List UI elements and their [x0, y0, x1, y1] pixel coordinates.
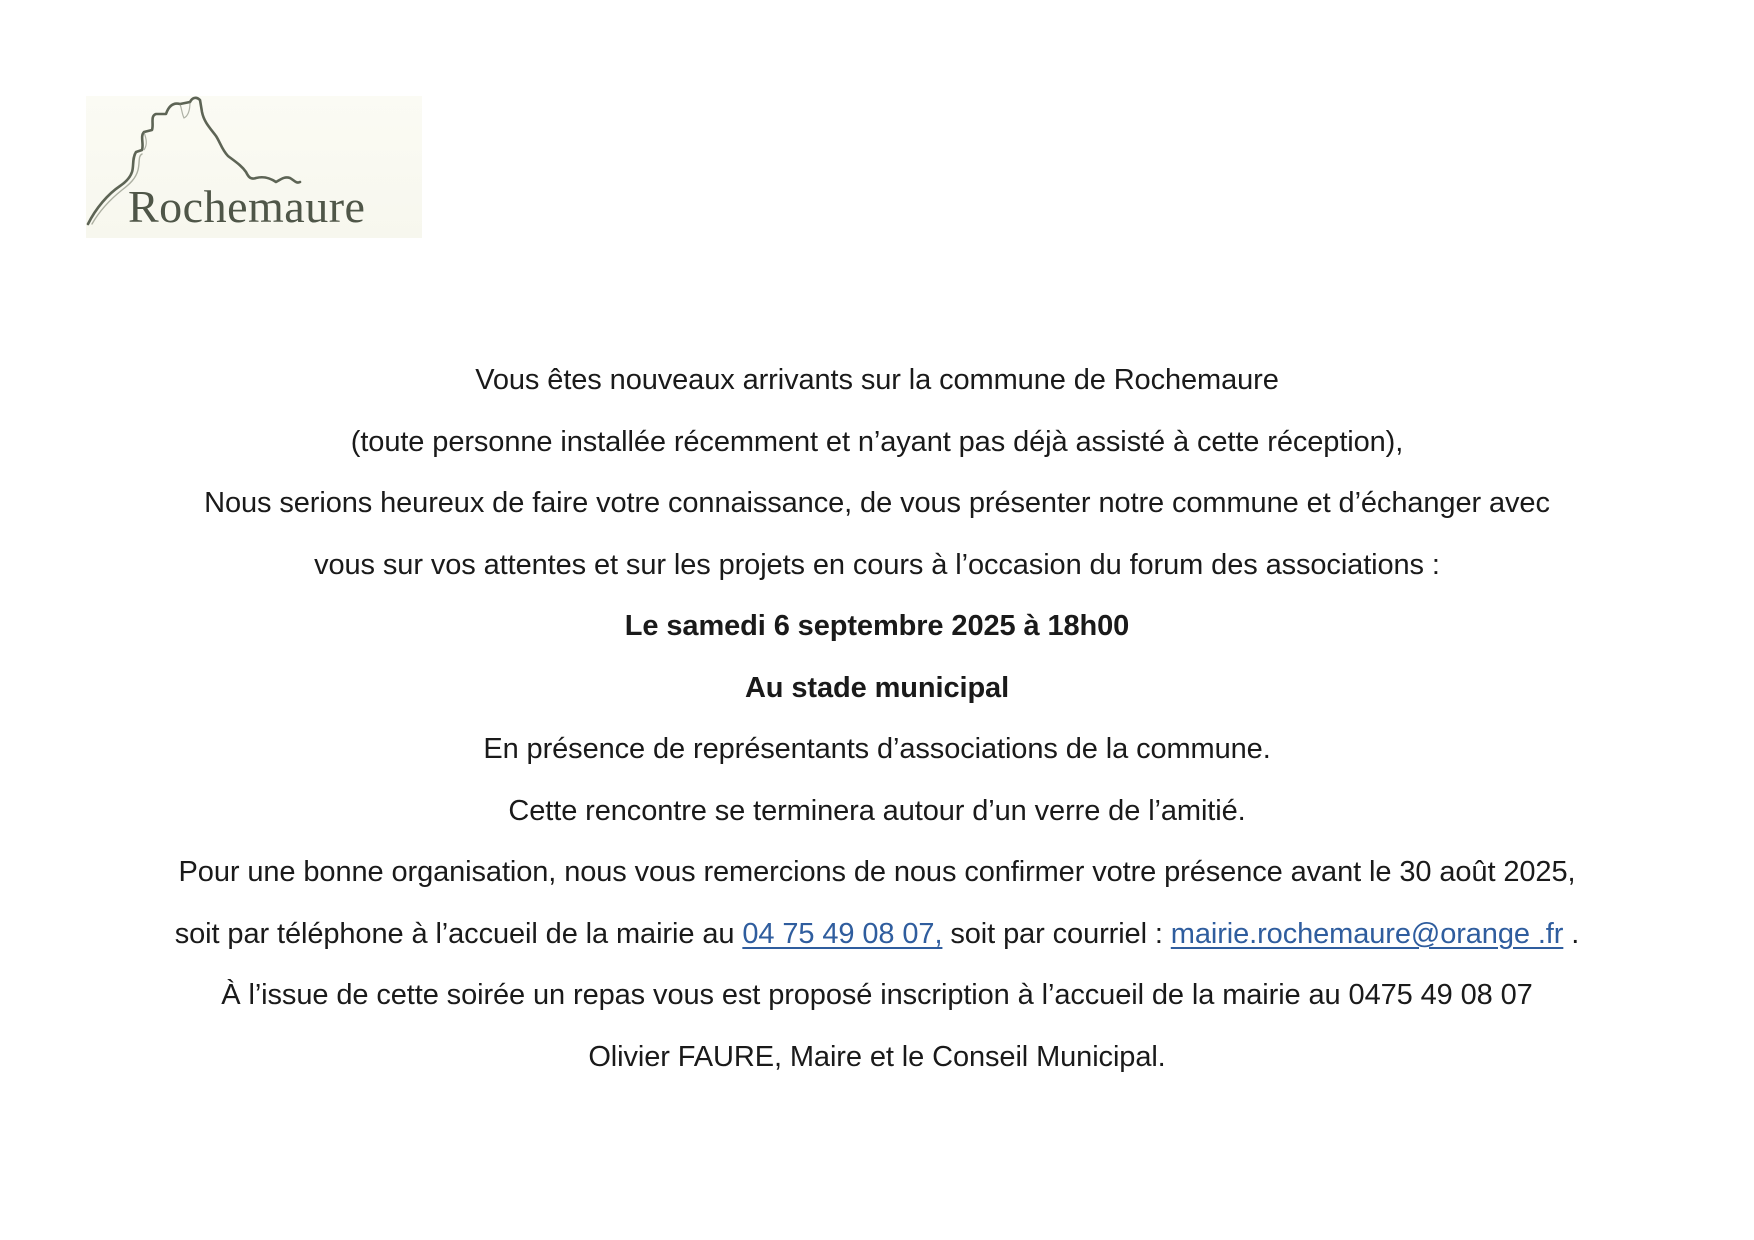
contact-prefix: soit par téléphone à l’accueil de la mairie au	[174, 917, 743, 950]
phone-link[interactable]: 04 75 49 08 07,	[742, 917, 943, 950]
contact-middle: soit par courriel :	[942, 917, 1171, 950]
signature: Olivier FAURE, Maire et le Conseil Municipal.	[588, 1040, 1166, 1073]
event-date: Le samedi 6 septembre 2025 à 18h00	[624, 610, 1130, 642]
associations-line: En présence de représentants d’associations de la commune.	[483, 733, 1271, 765]
dinner-line: À l’issue de cette soirée un repas vous est proposé inscription à l’accueil de la mairie au 0475 49 08 07	[221, 979, 1533, 1011]
invitation-letter	[0, 350, 1754, 1088]
purpose-line-2: vous sur vos attentes et sur les projets en cours à l’occasion du forum des associations :	[314, 548, 1440, 581]
logo-wordmark: Rochemaure	[128, 181, 366, 232]
eligibility-line: (toute personne installée récemment et n’ayant pas déjà assisté à cette réception),	[350, 425, 1404, 458]
intro-line: Vous êtes nouveaux arrivants sur la commune de Rochemaure	[475, 364, 1279, 396]
event-location: Au stade municipal	[744, 671, 1010, 704]
rochemaure-logo	[86, 96, 422, 238]
email-link[interactable]: mairie.rochemaure@orange .fr	[1170, 917, 1564, 950]
closing-drink-line: Cette rencontre se terminera autour d’un verre de l’amitié.	[508, 794, 1246, 827]
contact-suffix: .	[1563, 917, 1580, 950]
rsvp-line: Pour une bonne organisation, nous vous remercions de nous confirmer votre présence avant le 30 août 2025,	[178, 856, 1576, 888]
purpose-line-1: Nous serions heureux de faire votre connaissance, de vous présenter notre commune et d’échanger avec	[204, 487, 1550, 519]
contact-line	[0, 904, 1754, 966]
